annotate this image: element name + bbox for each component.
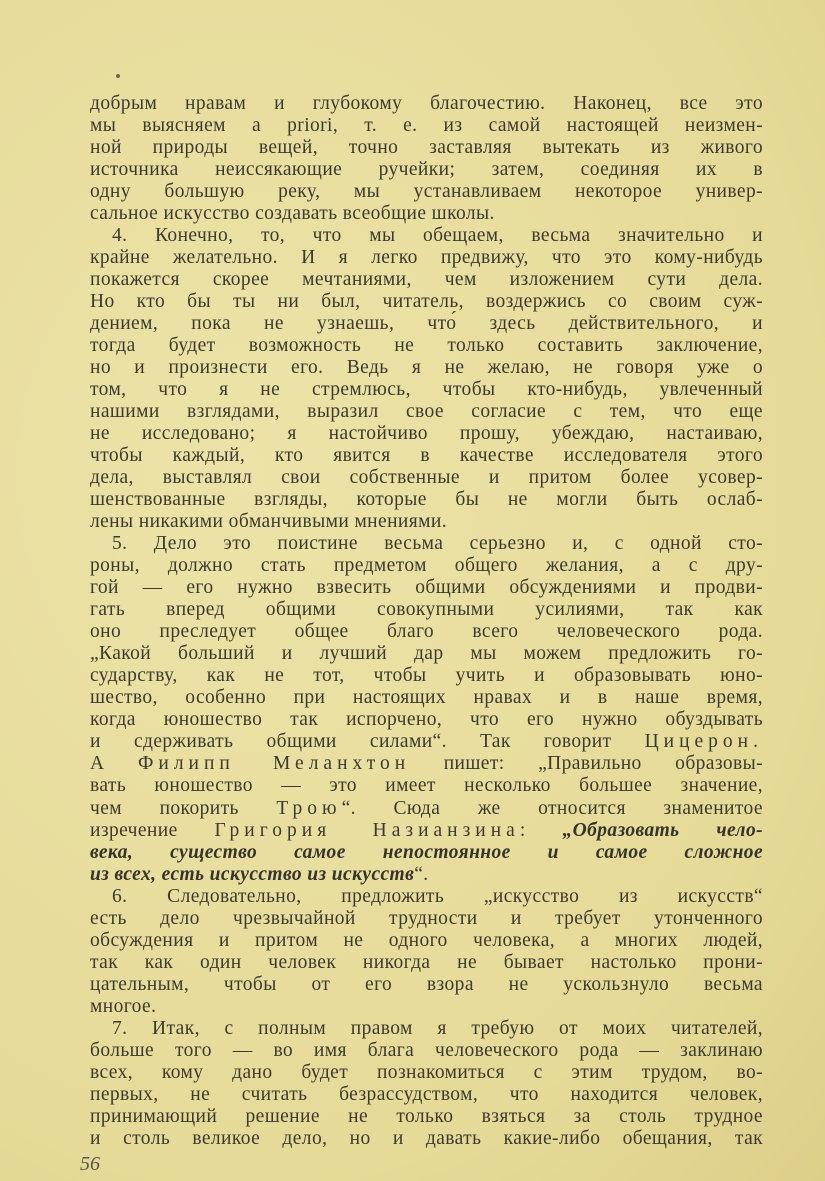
text-line <box>90 511 763 533</box>
text-segment: добрым нравам и глубокому благочестию. Наконец, все это <box>90 93 763 114</box>
text-line <box>90 731 763 753</box>
text-line <box>90 181 763 203</box>
text-segment: 6. Следовательно, предложить „искусство из искусств“ <box>112 885 763 907</box>
text-segment: обсуждения и притом не одного человека, а многих людей, <box>90 929 763 951</box>
text-line <box>90 709 763 731</box>
text-line <box>90 291 763 313</box>
text-line <box>90 1128 763 1150</box>
text-line <box>90 159 763 181</box>
text-segment: ной природы вещей, точно заставляя вытекать из живого <box>90 137 763 159</box>
text-segment: всех, кому дано будет познакомиться с этим трудом, во- <box>90 1061 763 1083</box>
italic-quote: „Образовать чело- <box>562 819 764 841</box>
text-line <box>90 820 763 842</box>
text-line <box>90 908 763 930</box>
text-segment: “. Сюда же относится знаменитое <box>341 797 763 819</box>
text-segment: Но кто бы ты ни был, читатель, воздержись со своим суж- <box>90 291 763 313</box>
spaced-name: Трою <box>276 797 342 819</box>
text-segment: крайне желательно. И я легко предвижу, что это кому-нибудь <box>90 247 763 269</box>
text-segment: лены никакими обманчивыми мнениями. <box>90 511 447 533</box>
text-segment: и сдерживать общими силами“. Так говорит <box>90 731 645 753</box>
text-line <box>90 864 763 886</box>
text-segment: 4. Конечно, то, что мы обещаем, весьма значительно и <box>112 225 763 247</box>
italic-quote: века, существо самое непостоянное и самое сложное <box>90 841 763 863</box>
text-line <box>90 335 763 357</box>
text-line <box>90 1040 763 1062</box>
text-segment: том, что я не стремлюсь, чтобы кто-нибудь, увлеченный <box>90 379 763 401</box>
print-speck <box>116 74 120 78</box>
text-line <box>90 357 763 379</box>
text-line <box>90 445 763 467</box>
text-segment: цательным, чтобы от его взора не ускользнуло весьма <box>90 973 763 995</box>
text-line <box>90 974 763 996</box>
text-segment: чтобы каждый, кто явится в качестве исследователя этого <box>90 445 763 467</box>
text-line <box>90 379 763 401</box>
text-line <box>90 930 763 952</box>
spaced-name: Цицерон. <box>644 731 763 753</box>
text-line <box>90 798 763 820</box>
text-line <box>90 1062 763 1084</box>
text-segment: первых, не считать безрассудством, что находится человек, <box>90 1083 763 1105</box>
text-line <box>90 555 763 577</box>
text-line <box>90 247 763 269</box>
text-line <box>90 775 763 797</box>
text-segment: тогда будет возможность не только составить заключение, <box>90 335 763 357</box>
paragraph-first-line <box>90 886 763 908</box>
text-segment: нашими взглядами, выразил свое согласие с тем, что еще <box>90 401 763 423</box>
text-line <box>90 203 763 225</box>
text-line <box>90 423 763 445</box>
text-line <box>90 467 763 489</box>
text-line <box>90 93 763 115</box>
text-segment: оно преследует общее благо всего человеческого рода. <box>90 621 763 643</box>
text-line <box>90 599 763 621</box>
text-segment: чем покорить <box>90 797 277 819</box>
text-line <box>90 753 763 775</box>
text-segment: больше того — во имя блага человеческого рода — заклинаю <box>90 1039 763 1061</box>
spaced-name: Григория Назианзина <box>214 819 520 841</box>
text-segment: и столь великое дело, но и давать какие-либо обещания, так <box>90 1127 763 1149</box>
paragraph-first-line <box>90 225 763 247</box>
text-segment: сударству, как не тот, чтобы учить и образовывать юно- <box>90 665 763 687</box>
text-line <box>90 137 763 159</box>
text-line <box>90 401 763 423</box>
text-segment: дением, пока не узнаешь, что́ здесь действительного, и <box>90 313 763 335</box>
text-segment: пишет: „Правильно образовы- <box>410 753 763 775</box>
paragraph-first-line <box>90 533 763 555</box>
text-segment: так как один человек никогда не бывает настолько прони- <box>90 951 763 973</box>
text-segment: многое. <box>90 995 157 1017</box>
text-line <box>90 643 763 665</box>
text-segment: одну большую реку, мы устанавливаем некоторое универ- <box>90 181 763 203</box>
text-segment: шество, особенно при настоящих нравах и в наше время, <box>90 687 763 709</box>
text-segment: шенствованные взгляды, которые бы не могли быть ослаб- <box>90 489 763 511</box>
text-line <box>90 115 763 137</box>
text-line <box>90 1084 763 1106</box>
text-segment: А <box>90 753 138 775</box>
text-segment: роны, должно стать предметом общего желания, а с дру- <box>90 555 763 577</box>
text-line <box>90 842 763 864</box>
text-line <box>90 1106 763 1128</box>
spaced-name: Филипп Меланхтон <box>137 753 411 775</box>
italic-quote: из всех, есть искусство из искусств <box>90 863 415 885</box>
text-segment: вать юношество — это имеет несколько большее значение, <box>90 775 763 797</box>
text-segment: гой — его нужно взвесить общими обсуждениями и продви- <box>90 577 763 599</box>
text-segment: мы выясняем a priori, т. е. из самой настоящей неизмен- <box>90 115 763 137</box>
page-number: 56 <box>80 1153 100 1175</box>
text-segment: 7. Итак, с полным правом я требую от моих читателей, <box>112 1017 763 1039</box>
text-segment: гать вперед общими совокупными усилиями, так как <box>90 599 763 621</box>
text-line <box>90 489 763 511</box>
paragraph-first-line <box>90 1018 763 1040</box>
text-segment: изречение <box>90 819 215 841</box>
text-segment: „Какой больший и лучший дар мы можем предложить го- <box>90 643 763 665</box>
body-text <box>90 93 763 1150</box>
text-line <box>90 665 763 687</box>
text-segment: источника неиссякающие ручейки; затем, соединяя их в <box>90 159 763 181</box>
text-segment: когда юношество так испорчено, что его нужно обуздывать <box>90 709 763 731</box>
text-segment: принимающий решение не только взяться за столь трудное <box>90 1105 763 1127</box>
text-line <box>90 996 763 1018</box>
text-segment: но и произнести его. Ведь я не желаю, не говоря уже о <box>90 357 763 379</box>
text-segment: сальное искусство создавать всеобщие школы. <box>90 203 495 225</box>
text-line <box>90 952 763 974</box>
text-segment: 5. Дело это поистине весьма серьезно и, с одной сто- <box>112 533 763 555</box>
text-line <box>90 621 763 643</box>
text-line <box>90 313 763 335</box>
text-segment: покажется скорее мечтаниями, чем изложением сути дела. <box>90 269 763 291</box>
text-line <box>90 687 763 709</box>
text-segment: есть дело чрезвычайной трудности и требует утонченного <box>90 907 763 929</box>
text-line <box>90 269 763 291</box>
text-segment: : <box>519 819 563 841</box>
text-segment: не исследовано; я настойчиво прошу, убеждаю, настаиваю, <box>90 423 763 445</box>
text-segment: “. <box>414 863 429 885</box>
text-segment: дела, выставлял свои собственные и притом более усовер- <box>90 467 763 489</box>
text-line <box>90 577 763 599</box>
